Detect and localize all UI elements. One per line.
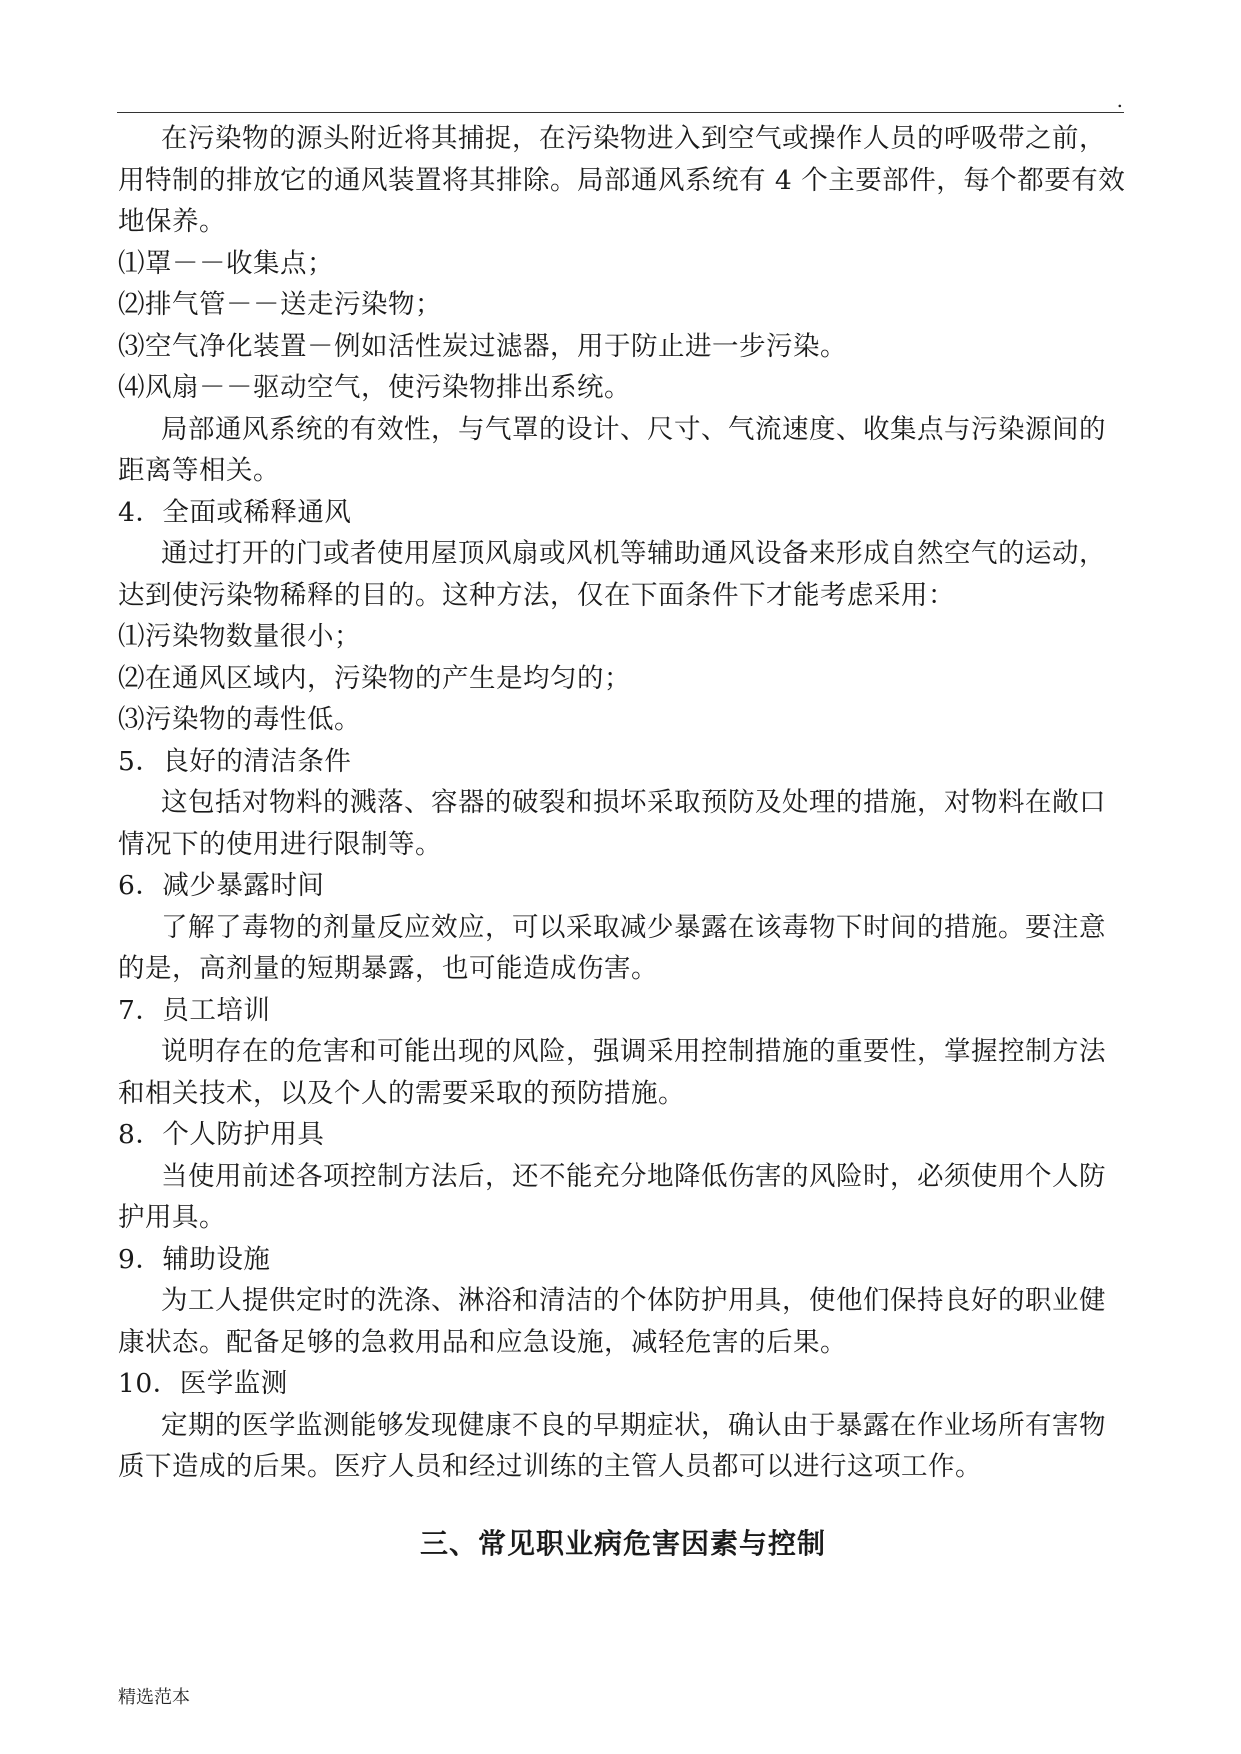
paragraph: 在污染物的源头附近将其捕捉，在污染物进入到空气或操作人员的呼吸带之前，用特制的排放它的通风装置将其排除。局部通风系统有 4 个主要部件，每个都要有效地保养。 (118, 123, 1126, 237)
paragraph: 这包括对物料的溅落、容器的破裂和损坏采取预防及处理的措施，对物料在敞口情况下的使用进行限制等。 (118, 787, 1106, 860)
footer-text: 精选范本 (118, 1687, 190, 1708)
list-item: ⑵在通风区域内，污染物的产生是均匀的； (118, 662, 631, 694)
subheading: 5．良好的清洁条件 (118, 745, 352, 777)
subheading: 6．减少暴露时间 (118, 870, 325, 901)
section-title: 三、常见职业病危害因素与控制 (419, 1527, 826, 1560)
paragraph: 了解了毒物的剂量反应效应，可以采取减少暴露在该毒物下时间的措施。要注意的是，高剂量的短期暴露，也可能造成伤害。 (118, 911, 1106, 984)
paragraph: 为工人提供定时的洗涤、淋浴和清洁的个体防护用具，使他们保持良好的职业健康状态。配备足够的急救用品和应急设施，减轻危害的后果。 (118, 1285, 1106, 1358)
list-item: ⑷风扇－－驱动空气，使污染物排出系统。 (118, 372, 631, 403)
paragraph: 说明存在的危害和可能出现的风险，强调采用控制措施的重要性，掌握控制方法和相关技术，以及个人的需要采取的预防措施。 (118, 1036, 1106, 1109)
list-item: ⑵排气管－－送走污染物； (118, 289, 442, 320)
header-rule (117, 112, 1124, 113)
header-mark: . (1116, 88, 1123, 112)
list-item: ⑴罩－－收集点； (118, 247, 334, 279)
paragraph: 局部通风系统的有效性，与气罩的设计、尺寸、气流速度、收集点与污染源间的距离等相关。 (118, 413, 1106, 486)
subheading: 10．医学监测 (118, 1368, 288, 1399)
paragraph: 通过打开的门或者使用屋顶风扇或风机等辅助通风设备来形成自然空气的运动，达到使污染物稀释的目的。这种方法，仅在下面条件下才能考虑采用： (118, 538, 1106, 611)
subheading: 9．辅助设施 (118, 1243, 271, 1275)
document-body (118, 118, 1128, 1488)
list-item: ⑶污染物的毒性低。 (118, 704, 361, 735)
subheading: 4．全面或稀释通风 (118, 496, 352, 528)
list-item: ⑶空气净化装置－例如活性炭过滤器，用于防止进一步污染。 (118, 330, 847, 362)
list-item: ⑴污染物数量很小； (118, 621, 361, 652)
subheading: 8．个人防护用具 (118, 1119, 325, 1150)
paragraph: 定期的医学监测能够发现健康不良的早期症状，确认由于暴露在作业场所有害物质下造成的后果。医疗人员和经过训练的主管人员都可以进行这项工作。 (118, 1409, 1106, 1482)
subheading: 7．员工培训 (118, 994, 271, 1026)
paragraph: 当使用前述各项控制方法后，还不能充分地降低伤害的风险时，必须使用个人防护用具。 (118, 1160, 1106, 1233)
